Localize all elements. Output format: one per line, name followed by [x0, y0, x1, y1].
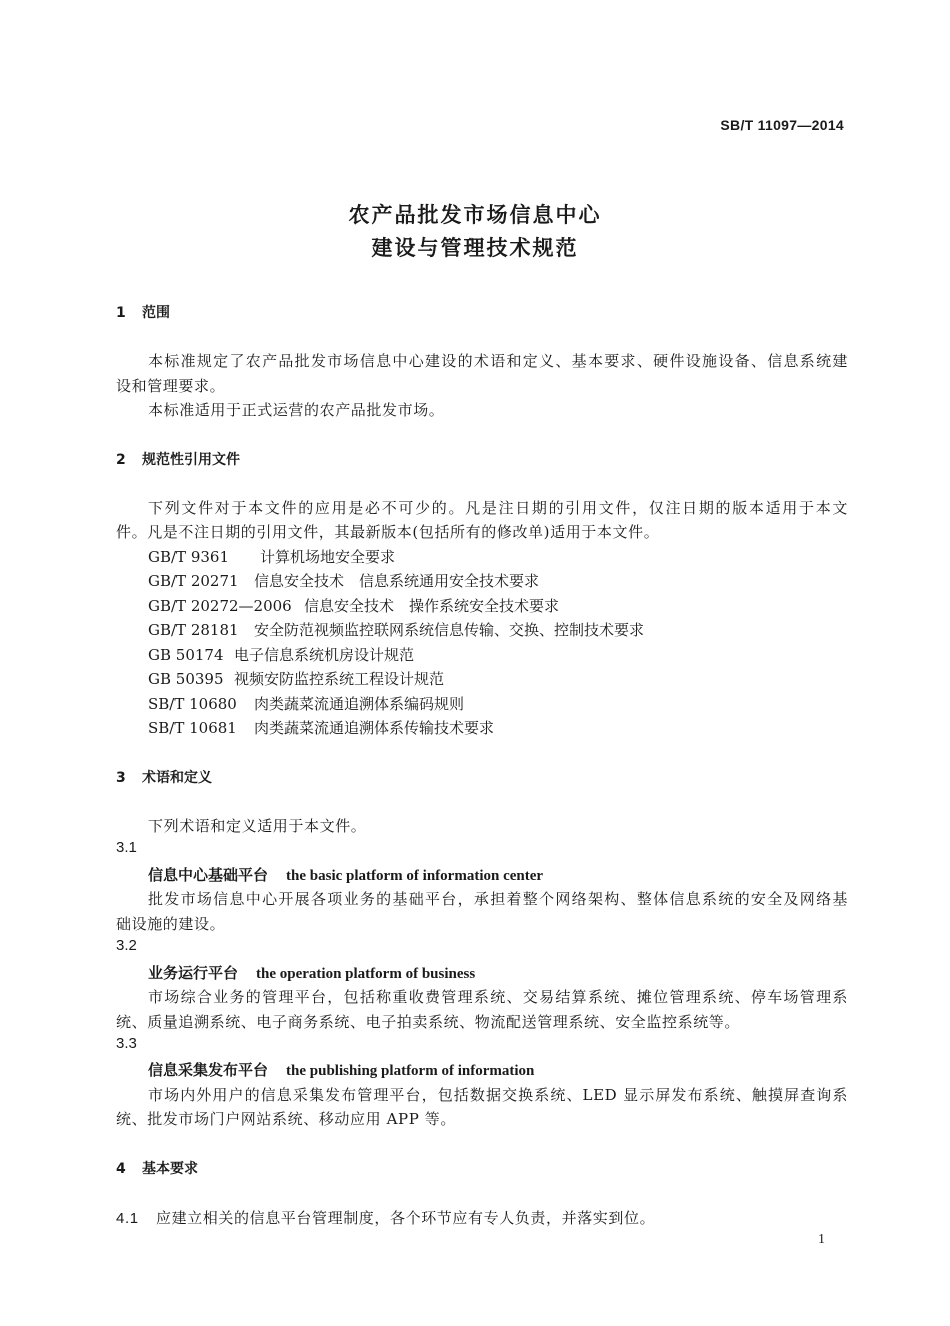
reference-item [148, 619, 644, 640]
reference-code: GB 50395 [148, 670, 224, 688]
reference-title: 安全防范视频监控联网系统信息传输、交换、控制技术要求 [254, 621, 645, 639]
definition-line: 统、批发市场门户网站系统、移动应用 APP 等。 [116, 1110, 456, 1128]
reference-item [148, 570, 539, 591]
reference-item [148, 668, 444, 689]
term-number: 3.3 [116, 1035, 137, 1052]
section-number: 3 [116, 770, 126, 786]
reference-code: SB/T 10680 [148, 695, 237, 713]
section-number: 2 [116, 452, 126, 468]
section-3-heading [116, 767, 212, 787]
document-title-line2: 建设与管理技术规范 [371, 236, 579, 260]
paragraph-line: 件。凡是不注日期的引用文件，其最新版本(包括所有的修改单)适用于本文件。 [116, 523, 660, 541]
term-english: the operation platform of business [256, 966, 476, 982]
reference-title: 计算机场地安全要求 [260, 548, 396, 566]
section-title: 术语和定义 [142, 770, 212, 786]
clause-text: 应建立相关的信息平台管理制度，各个环节应有专人负责，并落实到位。 [156, 1209, 656, 1227]
standard-number: SB/T 11097—2014 [720, 117, 844, 133]
term-chinese: 信息采集发布平台 [148, 1061, 269, 1079]
reference-title: 电子信息系统机房设计规范 [234, 646, 415, 664]
term-chinese: 信息中心基础平台 [148, 866, 269, 884]
definition-line: 市场综合业务的管理平台，包括称重收费管理系统、交易结算系统、摊位管理系统、停车场管理系 [148, 988, 848, 1006]
section-1-heading [116, 302, 170, 322]
reference-code: GB/T 20271 [148, 572, 239, 590]
reference-title: 信息安全技术 信息系统通用安全技术要求 [254, 572, 540, 590]
term-chinese: 业务运行平台 [148, 964, 239, 982]
section-4-heading [116, 1158, 198, 1178]
reference-item [148, 546, 395, 567]
section-2-heading [116, 449, 240, 469]
page-number: 1 [818, 1232, 825, 1247]
term-entry [148, 864, 543, 885]
reference-code: SB/T 10681 [148, 719, 237, 737]
paragraph-line: 本标准规定了农产品批发市场信息中心建设的术语和定义、基本要求、硬件设施设备、信息系统建 [148, 352, 848, 370]
section-title: 范围 [142, 305, 170, 321]
paragraph-line: 本标准适用于正式运营的农产品批发市场。 [148, 401, 445, 419]
reference-code: GB/T 20272—2006 [148, 597, 292, 615]
section-number: 1 [116, 305, 126, 321]
reference-item [148, 693, 464, 714]
reference-item [148, 595, 559, 616]
term-entry [148, 1059, 534, 1080]
reference-code: GB 50174 [148, 646, 224, 664]
reference-item [148, 644, 414, 665]
definition-line: 市场内外用户的信息采集发布管理平台，包括数据交换系统、LED 显示屏发布系统、触摸屏查询系 [148, 1086, 848, 1104]
clause-number: 4.1 [116, 1210, 139, 1227]
term-entry [148, 962, 475, 983]
reference-title: 视频安防监控系统工程设计规范 [234, 670, 445, 688]
definition-line: 批发市场信息中心开展各项业务的基础平台，承担着整个网络架构、整体信息系统的安全及网络基 [148, 890, 848, 908]
term-english: the basic platform of information center [286, 868, 544, 884]
reference-item [148, 717, 494, 738]
reference-title: 肉类蔬菜流通追溯体系传输技术要求 [254, 719, 495, 737]
section-title: 规范性引用文件 [142, 452, 240, 468]
reference-code: GB/T 9361 [148, 548, 230, 566]
term-number: 3.2 [116, 937, 137, 954]
section-title: 基本要求 [142, 1161, 198, 1177]
term-number: 3.1 [116, 839, 137, 856]
definition-line: 础设施的建设。 [116, 915, 226, 933]
paragraph-line: 下列术语和定义适用于本文件。 [148, 817, 367, 835]
reference-code: GB/T 28181 [148, 621, 239, 639]
reference-title: 肉类蔬菜流通追溯体系编码规则 [254, 695, 465, 713]
paragraph-line: 设和管理要求。 [116, 377, 226, 395]
reference-title: 信息安全技术 操作系统安全技术要求 [304, 597, 560, 615]
clause-item [116, 1207, 655, 1228]
document-title-line1: 农产品批发市场信息中心 [348, 203, 602, 227]
definition-line: 统、质量追溯系统、电子商务系统、电子拍卖系统、物流配送管理系统、安全监控系统等。 [116, 1013, 741, 1031]
term-english: the publishing platform of information [286, 1063, 535, 1079]
section-number: 4 [116, 1161, 126, 1177]
paragraph-line: 下列文件对于本文件的应用是必不可少的。凡是注日期的引用文件，仅注日期的版本适用于本文 [148, 499, 848, 517]
